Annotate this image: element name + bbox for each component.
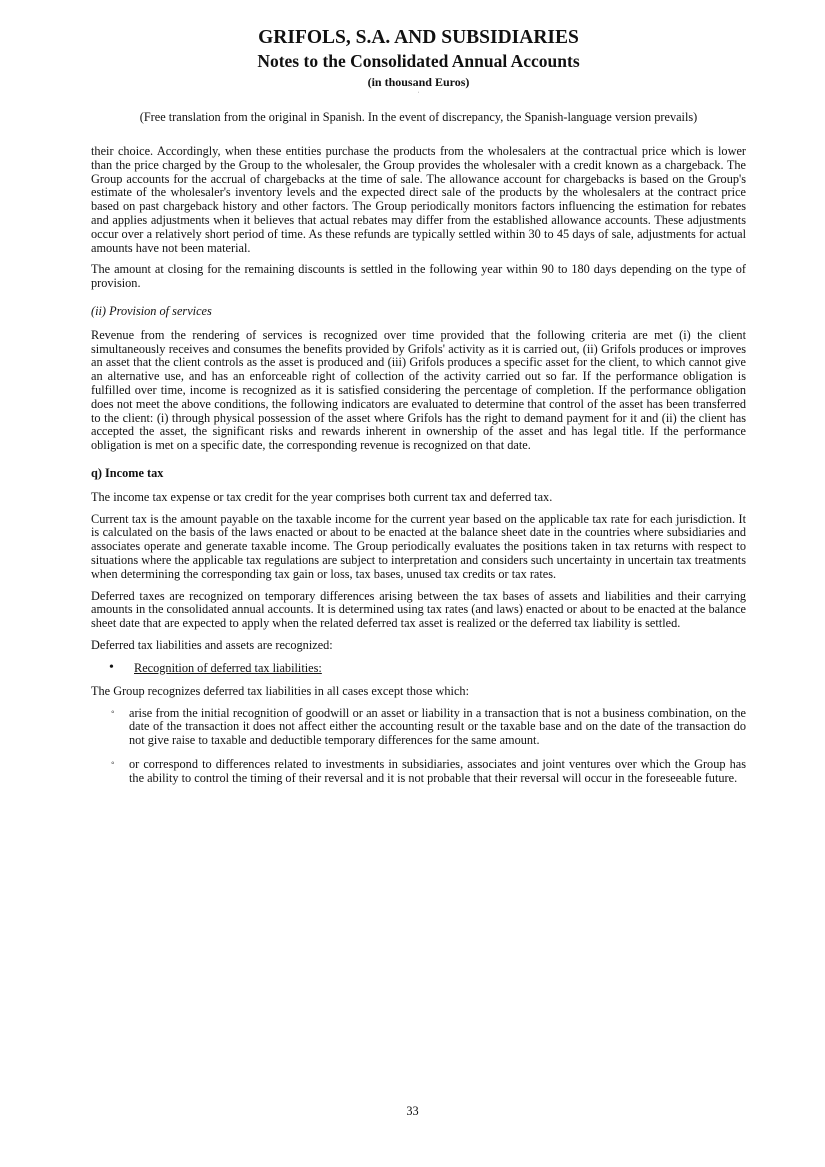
section-heading-income-tax: q) Income tax — [91, 465, 164, 480]
bullet-text: Recognition of deferred tax liabilities: — [134, 660, 322, 675]
paragraph-chargebacks: their choice. Accordingly, when these entities purchase the products from the wholesalers at the contractual price which is lower than the price charged by the Group to the wholesaler, the Group provides the wholesaler with a credit known as a chargeback. The Group accounts for the accrual of chargebacks at the time of sale. The allowance account for chargebacks is based on the Group's estimate of the wholesaler's inventory levels and the expected direct sale of the products by the wholesalers at the contract price based on past chargeback history and other factors. The Group periodically monitors factors influencing the estimation for rebates and applies adjustments when it believes that actual rebates may differ from the established allowance accounts. These adjustments occur over a relatively short period of time. As these refunds are typically settled within 30 to 45 days of sale, adjustments for actual amounts have not been material. — [91, 144, 746, 255]
company-name: GRIFOLS, S.A. AND SUBSIDIARIES — [258, 27, 579, 48]
paragraph-exceptions-intro: The Group recognizes deferred tax liabilities in all cases except those which: — [91, 683, 469, 698]
circle-bullet-icon: ◦ — [111, 757, 115, 769]
sub-bullet-text: arise from the initial recognition of goodwill or an asset or liability in a transaction that is not a business combination, on the date of the transaction it does not affect either the accounting result or the taxable base and on the date of the transaction do not give raise to taxable and deductible temporary differences for the same amount. — [129, 705, 746, 748]
bullet-item — [91, 661, 746, 675]
units-note: (in thousand Euros) — [367, 75, 470, 89]
paragraph-income-tax-expense: The income tax expense or tax credit for the year comprises both current tax and deferred tax. — [91, 489, 553, 504]
circle-bullet-icon: ◦ — [111, 706, 115, 718]
translation-note: (Free translation from the original in Spanish. In the event of discrepancy, the Spanish-language version prevails) — [139, 110, 698, 124]
paragraph-deferred-taxes: Deferred taxes are recognized on temporary differences arising between the tax bases of assets and liabilities and their carrying amounts in the consolidated annual accounts. It is determined using tax rates (and laws) enacted or about to be enacted at the balance sheet date that are expected to apply when the related deferred tax asset is realized or the deferred tax liability is settled. — [91, 588, 746, 631]
sub-bullet-text: or correspond to differences related to investments in subsidiaries, associates and joint ventures over which the Group has the ability to control the timing of their reversal and it is not probable that their reversal will occur in the foreseeable future. — [129, 756, 746, 785]
paragraph-remaining-discounts: The amount at closing for the remaining discounts is settled in the following year within 90 to 180 days depending on the type of provision. — [91, 262, 746, 291]
paragraph-recognized-intro: Deferred tax liabilities and assets are recognized: — [91, 637, 333, 652]
sub-bullet-item — [91, 707, 746, 748]
bullet-icon: • — [109, 659, 114, 675]
paragraph-current-tax: Current tax is the amount payable on the taxable income for the current year based on the applicable tax rate for each jurisdiction. It is calculated on the basis of the laws enacted or about to be enacted at the balance sheet date in the countries where subsidiaries and associates operate and generate taxable income. The Group periodically evaluates the positions taken in tax returns with respect to situations where the applicable tax regulations are subject to interpretation and considers such uncertainty in uncertain tax treatments when determining the corresponding tax gain or loss, tax bases, unused tax credits or tax rates. — [91, 511, 746, 581]
divider-dot: · — [417, 90, 420, 96]
document-page — [91, 26, 746, 795]
document-header — [91, 26, 746, 90]
paragraph-services-revenue: Revenue from the rendering of services is recognized over time provided that the following criteria are met (i) the client simultaneously receives and consumes the benefits provided by Grifols' activity as it is carried out, (ii) Grifols produces or improves an asset that the client controls as the asset is produced and (iii) Grifols produces a specific asset for the client, to which cannot give an alternative use, and has an enforceable right of collection of the activity carried out so far. If the performance obligation is fulfilled over time, income is recognized as it is satisfied considering the percentage of completion. If the performance obligation does not meet the above conditions, the following indicators are evaluated to determine that control of the asset has been transferred to the client: (i) through physical possession of the asset where Grifols has the right to demand payment for it and (ii) the client has accepted the asset, the significant risks and rewards inherent in ownership of the asset and has legal title. If the performance obligation is met on a specific date, the corresponding revenue is recognized on that date. — [91, 327, 746, 453]
subheading-provision-of-services: (ii) Provision of services — [91, 303, 212, 318]
sub-bullet-item — [91, 758, 746, 786]
document-title: Notes to the Consolidated Annual Accounts — [257, 51, 580, 71]
page-number: 33 — [406, 1104, 419, 1118]
